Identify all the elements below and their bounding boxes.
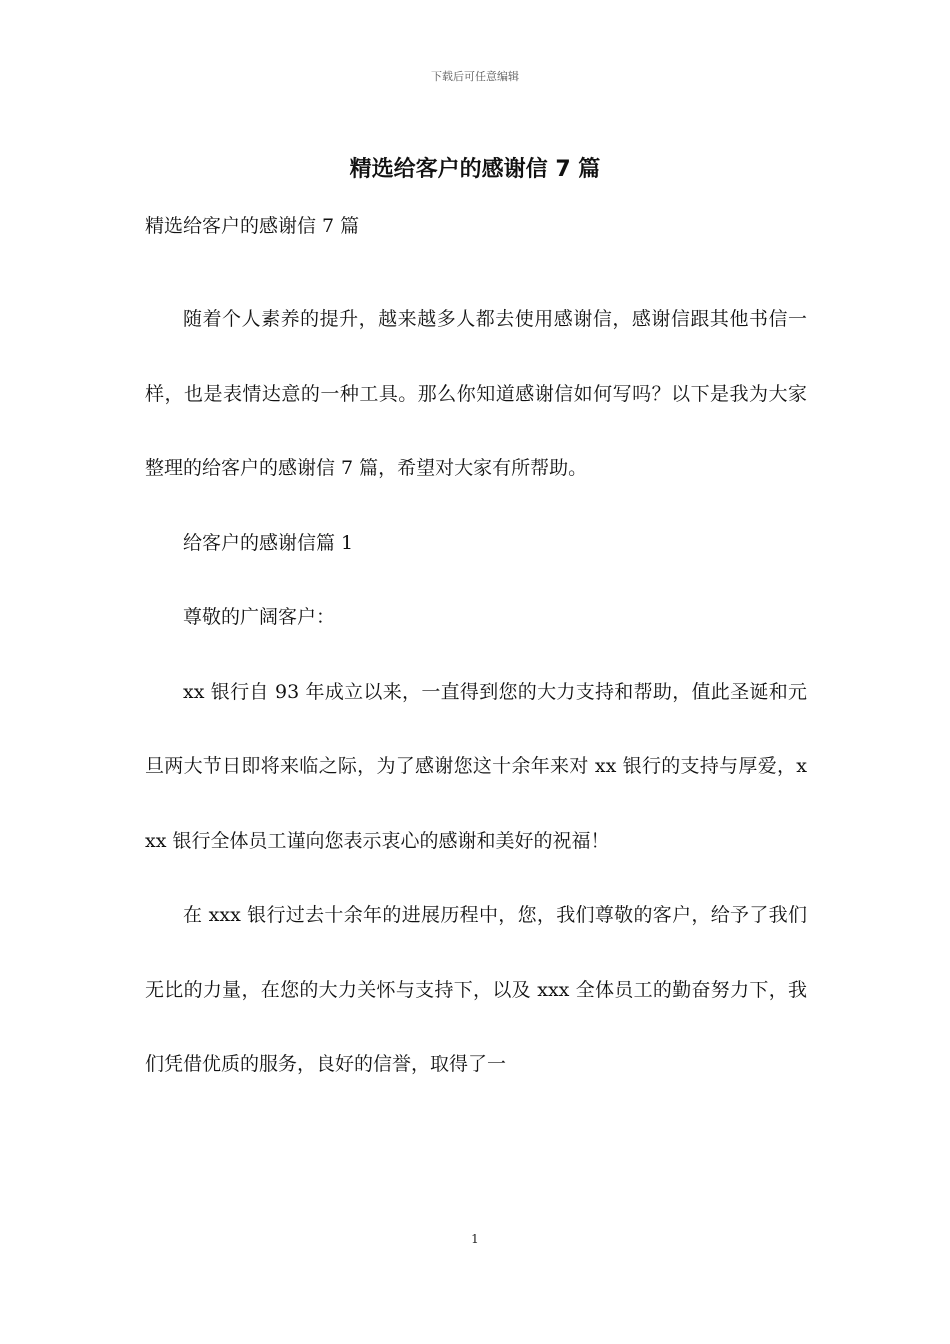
document-title: 精选给客户的感谢信 7 篇 (349, 157, 601, 182)
intro-paragraph: 随着个人素养的提升，越来越多人都去使用感谢信，感谢信跟其他书信一样，也是表情达意的一种工具。那么你知道感谢信如何写吗？以下是我为大家整理的给客户的感谢信 7 篇，希望对大家有所帮助。 (145, 308, 807, 479)
document-body (145, 282, 807, 1102)
document-subtitle: 精选给客户的感谢信 7 篇 (145, 215, 360, 237)
salutation: 尊敬的广阔客户： (183, 606, 336, 628)
body-paragraph: xx 银行自 93 年成立以来，一直得到您的大力支持和帮助，值此圣诞和元旦两大节日即将来临之际，为了感谢您这十余年来对 xx 银行的支持与厚爱，xxx 银行全体员工谨向您表示衷心的感谢和美好的祝福！ (145, 680, 807, 852)
section-heading-letter-1: 给客户的感谢信篇 1 (183, 531, 354, 554)
page-header-note: 下载后可任意编辑 (431, 70, 519, 83)
page-number: 1 (471, 1232, 479, 1246)
body-paragraph: 在 xxx 银行过去十余年的进展历程中，您，我们尊敬的客户，给予了我们无比的力量，在您的大力关怀与支持下，以及 xxx 全体员工的勤奋努力下，我们凭借优质的服务，良好的信誉，取得了一 (145, 904, 807, 1075)
